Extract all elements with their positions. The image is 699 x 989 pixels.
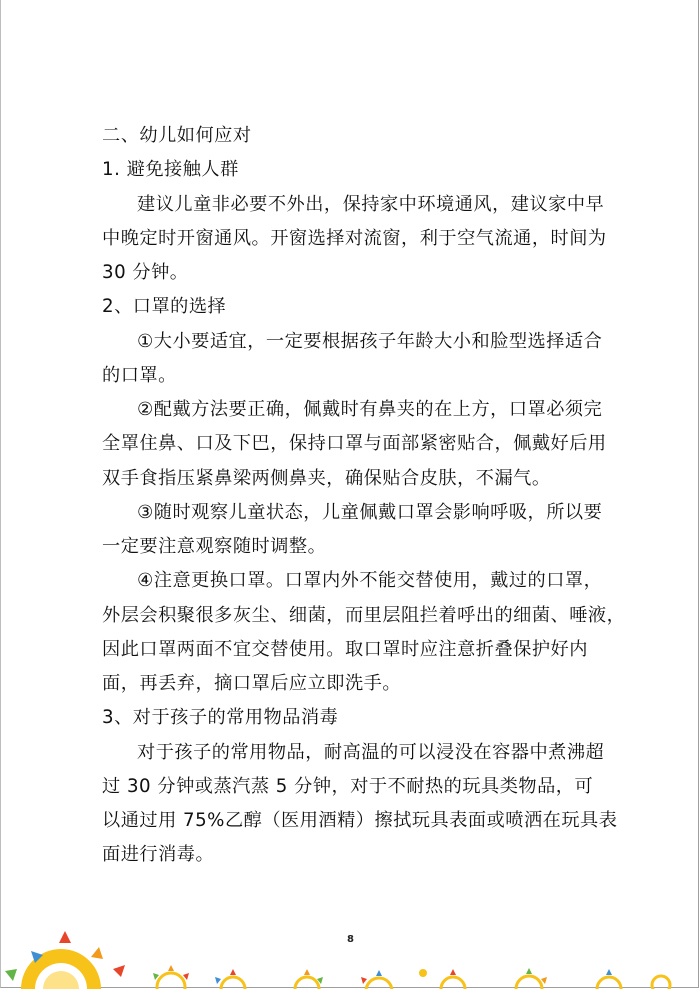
paragraph-line: 的口罩。 (102, 365, 177, 386)
paragraph-line: 外层会积聚很多灰尘、细菌，而里层阻拦着呼出的细菌、唾液， (102, 605, 626, 626)
paragraph-line: ②配戴方法要正确，佩戴时有鼻夹的在上方，口罩必须完 (137, 399, 603, 420)
sun-icon (419, 969, 465, 989)
paragraph-line: 建议儿童非必要不外出，保持家中环境通风，建议家中早 (137, 194, 605, 215)
paragraph-line: ①大小要适宜，一定要根据孩子年龄大小和脸型选择适合 (137, 331, 603, 352)
paragraph-line: 一定要注意观察随时调整。 (102, 536, 327, 557)
sun-icon (5, 931, 125, 989)
paragraph-line: 面进行消毒。 (102, 844, 215, 865)
sun-icon (361, 970, 392, 989)
sun-icon (215, 969, 245, 989)
page-number: 8 (347, 934, 354, 945)
sun-icon (597, 969, 670, 989)
paragraph-line: 中晚定时开窗通风。开窗选择对流窗，利于空气流通，时间为 (102, 228, 607, 249)
paragraph-line: ③随时观察儿童状态，儿童佩戴口罩会影响呼吸，所以要 (137, 502, 603, 523)
paragraph-line: 过 30 分钟或蒸汽蒸 5 分钟，对于不耐热的玩具类物品，可 (102, 776, 594, 797)
paragraph-line: 30 分钟。 (102, 262, 189, 283)
paragraph-line: 对于孩子的常用物品，耐高温的可以浸没在容器中煮沸超 (137, 742, 605, 763)
subheading-disinfection: 3、对于孩子的常用物品消毒 (102, 707, 339, 728)
subheading-mask-choice: 2、口罩的选择 (102, 296, 227, 317)
paragraph-line: 以通过用 75%乙醇（医用酒精）擦拭玩具表面或喷洒在玩具表 (102, 810, 618, 831)
paragraph-line: ④注意更换口罩。口罩内外不能交替使用，戴过的口罩， (137, 570, 603, 591)
paragraph-line: 全罩住鼻、口及下巴，保持口罩与面部紧密贴合，佩戴好后用 (102, 433, 607, 454)
heading-section-2: 二、幼儿如何应对 (102, 125, 252, 146)
paragraph-line: 面，再丢弃，摘口罩后应立即洗手。 (102, 673, 402, 694)
sun-icon (516, 968, 547, 989)
paragraph-line: 因此口罩两面不宜交替使用。取口罩时应注意折叠保护好内 (102, 639, 588, 660)
sun-icon (295, 969, 323, 989)
sun-icon (153, 965, 189, 989)
sun-decoration-footer (1, 925, 699, 989)
paragraph-line: 双手食指压紧鼻梁两侧鼻夹，确保贴合皮肤，不漏气。 (102, 468, 551, 489)
subheading-avoid-crowds: 1. 避免接触人群 (102, 159, 239, 180)
